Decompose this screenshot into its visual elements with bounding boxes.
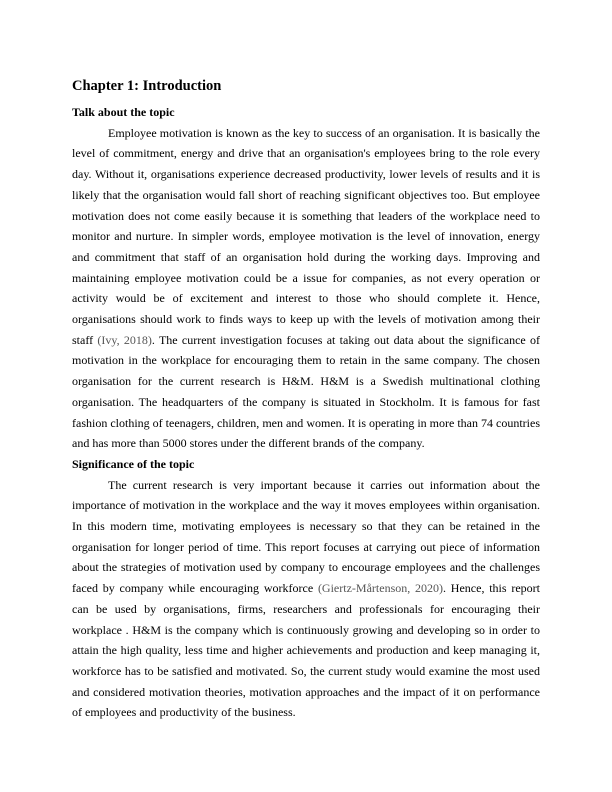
citation: (Ivy, 2018) bbox=[97, 332, 152, 347]
paragraph-text: . Hence, this report can be used by organisations, firms, researchers and professionals for encouraging their workplace . H&M is the company which is continuously growing and developing so in order to attain the high quality, less time and higher achievements and production and keep managing it, workforce has to be satisfied and motivated. So, the current study would examine the most used and considered motivation theories, motivation approaches and the impact of it on performance of employees and productivity of the business. bbox=[72, 581, 540, 720]
paragraph-text: The current research is very important because it carries out information about the importance of motivation in the workplace and the way it moves employees within organisation. In this modern time, motivating employees is necessary so that they can be retained in the organisation for longer period of time. This report focuses at carrying out piece of information about the strategies of motivation used by company to encourage employees and the challenges faced by company while encouraging workforce bbox=[72, 477, 540, 596]
page-content bbox=[72, 76, 540, 723]
section-heading-significance: Significance of the topic bbox=[72, 456, 195, 471]
section-paragraph-topic bbox=[72, 123, 540, 454]
chapter-title: Chapter 1: Introduction bbox=[72, 78, 222, 94]
paragraph-text: . The current investigation focuses at taking out data about the significance of motivation in the workplace for encouraging them to retain in the same company. The chosen organisation for the current research is H&M. H&M is a Swedish multinational clothing organisation. The headquarters of the company is situated in Stockholm. It is famous for fast fashion clothing of teenagers, children, men and women. It is operating in more than 74 countries and has more than 5000 stores under the different brands of the company. bbox=[72, 332, 540, 451]
section-paragraph-significance bbox=[72, 475, 540, 723]
citation: (Giertz-Mårtenson, 2020) bbox=[317, 581, 444, 596]
paragraph-text: Employee motivation is known as the key to success of an organisation. It is basically the level of commitment, energy and drive that an organisation's employees bring to the role every day. Without it, organisations experience decreased productivity, lower levels of results and it is likely that the organisation would fall short of reaching significant objectives too. But employee motivation does not come easily because it is something that leaders of the workplace need to monitor and nurture. In simpler words, employee motivation is the level of innovation, energy and commitment that staff of an organisation hold during the working days. Improving and maintaining employee motivation could be a issue for companies, as not every operation or activity would be of excitement and interest to those who should complete it. Hence, organisations should work to finds ways to keep up with the levels of motivation among their staff bbox=[72, 125, 540, 347]
section-heading-topic: Talk about the topic bbox=[72, 105, 175, 119]
